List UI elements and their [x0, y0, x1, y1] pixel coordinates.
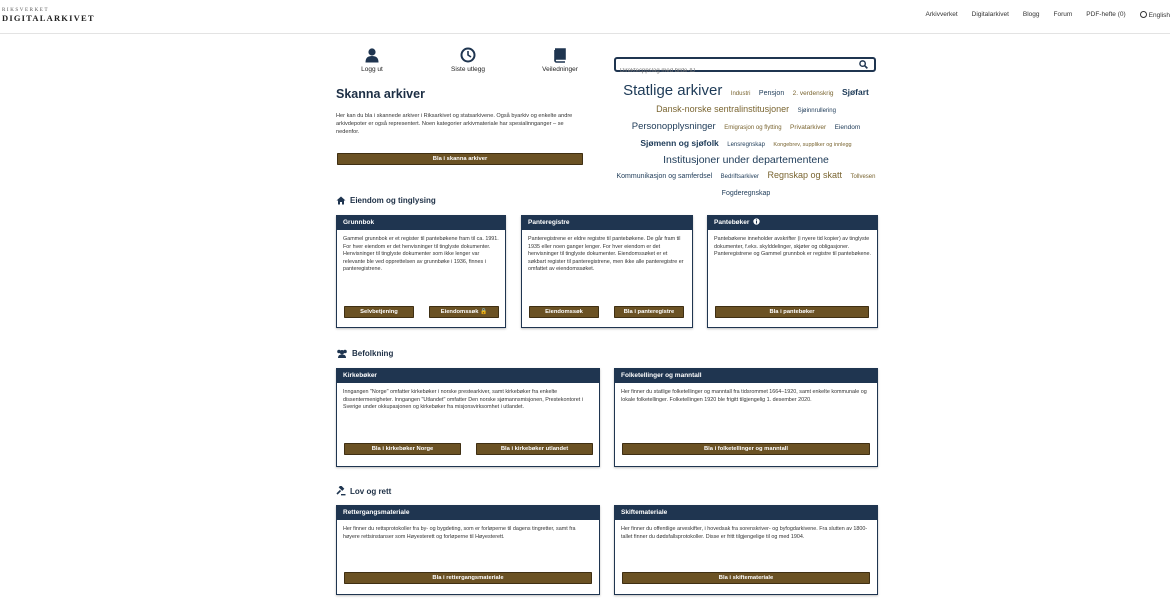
browse-census-button[interactable]: Bla i folketellinger og manntall — [622, 443, 870, 455]
info-icon[interactable] — [753, 218, 760, 225]
nav-language[interactable] — [1140, 11, 1170, 19]
card-text: Gammel grunnbok er et register til pantebøkene fram til ca. 1991. For hver eiendom er det henvisninger til tinglyste dokumenter. Henvisninger til tinglyste dokumenter som ikke lenger var relevante ble ved opprettelsen av grunnbøke i 1936, finnes i panteregistrene. — [343, 236, 499, 272]
section-title: Eiendom og tinglysing — [350, 196, 436, 205]
nav-pdf-hefte[interactable]: PDF-hefte (0) — [1086, 11, 1126, 18]
card-panteregistre — [521, 215, 693, 328]
browse-probate-button[interactable]: Bla i skiftemateriale — [622, 572, 870, 584]
tag-link[interactable]: Pensjon — [758, 90, 785, 97]
intro-text: Her kan du bla i skannede arkiver i Riksarkivet og statsarkivene. Også byarkiv og enkelte andre arkivdepoter er også representert. Noen kategorier arkivmateriale har spesialinnganger – se nedenfor. — [336, 113, 573, 135]
nav-blogg[interactable]: Blogg — [1022, 11, 1040, 18]
card-probate — [614, 505, 878, 595]
users-icon — [336, 349, 348, 358]
tag-link[interactable]: Eiendom — [834, 124, 861, 131]
property-search-button[interactable]: Eiendomssøk 🔒 — [429, 306, 499, 318]
section-heading-law — [336, 486, 391, 496]
tag-link[interactable]: Bedriftsarkiver — [720, 174, 760, 180]
image-id-search — [614, 57, 876, 72]
tag-link[interactable]: Personopplysninger — [631, 121, 716, 132]
tag-link[interactable]: Lensregnskap — [727, 142, 765, 148]
guides-label: Veiledninger — [542, 66, 578, 73]
card-census — [614, 368, 878, 467]
card-title-row — [708, 216, 877, 230]
nav-language-label: English — [1148, 12, 1170, 19]
card-title: Panteregistre — [522, 216, 692, 230]
tag-link[interactable]: Dansk-norske sentralinstitusjoner — [656, 104, 790, 114]
section-heading-population — [336, 349, 393, 358]
tag-link[interactable]: Sjøinnrullering — [797, 108, 836, 114]
page-title: Skanna arkiver — [336, 87, 425, 101]
logout-label: Logg ut — [361, 66, 383, 73]
card-title: Folketellinger og manntall — [615, 369, 877, 383]
image-id-search-input[interactable] — [616, 66, 850, 77]
gavel-icon — [336, 486, 346, 496]
section-heading-property — [336, 196, 436, 205]
card-text: Panteregistrene er eldre registre til pantebøkene. De går fram til 1935 eller noen ganger lenger. For hver eiendom er det henvisninger til tinglyste dokumenter. Eiendomssøket er et søkbart register til panteregistrene, men ikke alle panteregistre er omfattet av eiendomssøket. — [528, 236, 684, 272]
tag-link[interactable]: Sjømenn og sjøfolk — [640, 138, 719, 148]
self-service-button[interactable]: Selvbetjening — [344, 306, 414, 318]
card-title: Skiftemateriale — [615, 506, 877, 520]
guides-link[interactable] — [530, 47, 590, 73]
section-title: Befolkning — [352, 349, 394, 358]
nav-arkivverket[interactable]: Arkivverket — [925, 11, 958, 18]
search-icon[interactable] — [859, 60, 868, 69]
tag-link[interactable]: Kommunikasjon og samferdsel — [616, 173, 713, 180]
card-title: Pantebøker — [714, 219, 750, 226]
tag-link[interactable]: Tollvesen — [850, 174, 876, 180]
card-text: Her finner du rettsprotokoller fra by- og bygdeting, som er forløperne til dagens tingretter, samt fra høyere rettsinstanser som Høyesterett og forløperne til Høyesterett. — [343, 526, 576, 540]
main-nav — [926, 11, 1170, 19]
user-icon — [364, 47, 380, 63]
tag-link[interactable]: 2. verdenskrig — [792, 90, 834, 97]
card-text: Her finner du offentlige arveskifter, i hovedsak fra sorenskriver- og byfogdarkivene. Fra slutten av 1800-tallet finner du dødsfallsprotokoller. Disse er fritt tilgjengelige til og med 1904. — [621, 526, 868, 540]
card-title: Kirkebøker — [337, 369, 599, 383]
clock-icon — [460, 47, 476, 63]
tag-cloud — [614, 84, 878, 200]
tag-link[interactable]: Statlige arkiver — [623, 82, 723, 99]
logout-link[interactable] — [342, 47, 402, 73]
browse-mortgage-books-button[interactable]: Bla i pantebøker — [715, 306, 869, 318]
card-pantebøker — [707, 215, 878, 328]
browse-court-records-button[interactable]: Bla i rettergangsmateriale — [344, 572, 592, 584]
nav-digitalarkivet[interactable]: Digitalarkivet — [971, 11, 1009, 18]
tag-link[interactable]: Sjøfart — [841, 87, 869, 97]
tag-link[interactable]: Kongebrev, suppliker og innlegg — [773, 142, 852, 148]
tag-link[interactable]: Fogderegnskap — [721, 190, 771, 197]
browse-scanned-button[interactable]: Bla i skanna arkiver — [337, 153, 583, 165]
tag-link[interactable]: Emigrasjon og flytting — [724, 125, 782, 131]
tag-link[interactable]: Privatarkiver — [790, 124, 827, 131]
card-text: Her finner du statlige folketellinger og manntall fra tidsrommet 1664–1920, samt enkelte kommunale og lokale folketellinger. Folketellingen 1920 ble frigitt tilgjengelig 1. desember 2020. — [621, 389, 867, 403]
card-title: Rettergangsmateriale — [337, 506, 599, 520]
card-kirkebøker — [336, 368, 600, 467]
top-bar — [0, 0, 1170, 34]
browse-church-books-abroad-button[interactable]: Bla i kirkebøker utlandet — [476, 443, 593, 455]
globe-icon — [1140, 11, 1147, 18]
browse-mortgage-registers-button[interactable]: Bla i panteregistre — [614, 306, 684, 318]
tag-link[interactable]: Regnskap og skatt — [767, 170, 843, 180]
card-grunnbok — [336, 215, 506, 328]
logo-line1: RIKSVERKET — [2, 8, 50, 13]
nav-forum[interactable]: Forum — [1053, 11, 1073, 18]
recent-viewed-label: Siste utlegg — [451, 66, 485, 73]
logo-line2: DIGITALARKIVET — [2, 13, 95, 23]
recent-viewed-link[interactable] — [438, 47, 498, 73]
section-title: Lov og rett — [350, 486, 392, 496]
book-icon — [552, 47, 568, 63]
browse-church-books-norway-button[interactable]: Bla i kirkebøker Norge — [344, 443, 461, 455]
tag-link[interactable]: Industri — [730, 91, 751, 97]
home-icon — [336, 196, 346, 205]
card-title: Grunnbok — [337, 216, 505, 230]
card-court-records — [336, 505, 600, 595]
property-search-button[interactable]: Eiendomssøk — [529, 306, 599, 318]
card-text: Pantebøkene inneholder avskrifter (i nyere tid kopier) av tinglyste dokumenter, f.eks. skylddelinger, skjøter og obligasjoner. Panteregistrene og Gammel grunnbok er registre til pantebøkene. — [714, 236, 872, 257]
tag-link[interactable]: Institusjoner under departementene — [663, 154, 829, 166]
site-logo[interactable] — [2, 8, 95, 23]
card-text: Inngangen "Norge" omfatter kirkebøker i norske prestearkiver, samt kirkebøker fra enkelte dissentermenigheter. Inngangen "Utlandet" omfatter Den norske sjømannsmisjonen, Prestekontoret i Sverige under okkupasjonen og kirkebøker fra misjonsvirksomhet i utlandet. — [343, 389, 583, 410]
